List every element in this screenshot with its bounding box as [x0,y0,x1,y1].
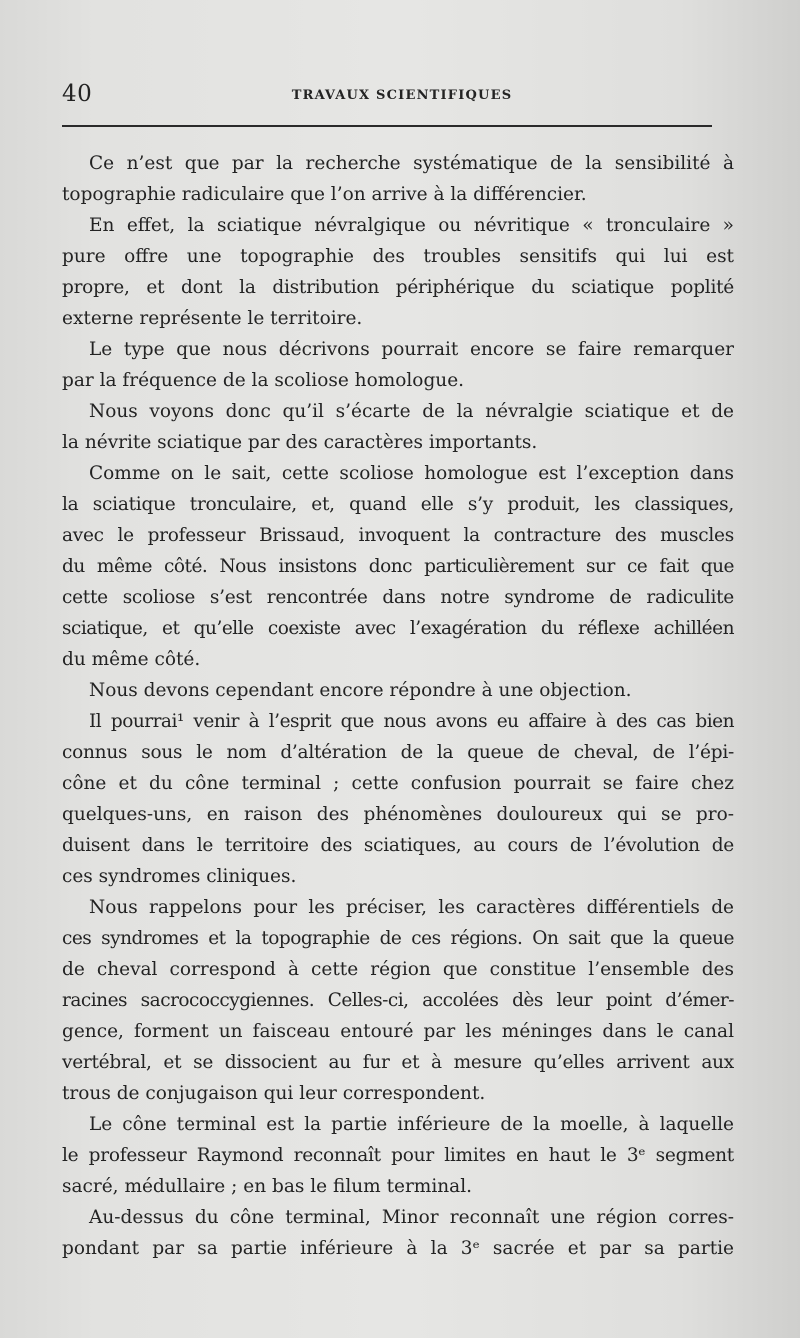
text-line: cette scoliose s’est rencontrée dans notre syndrome de radiculite [62,587,734,608]
page-header [62,78,710,112]
text-line: quelques-uns, en raison des phénomènes douloureux qui se pro- [62,804,734,825]
text-line: Il pourrai¹ venir à l’esprit que nous avons eu affaire à des cas bien [89,711,734,732]
text-line: racines sacrococcygiennes. Celles-ci, accolées dès leur point d’émer- [62,990,734,1011]
running-title: TRAVAUX SCIENTIFIQUES [291,88,513,103]
text-line: externe représente le territoire. [62,308,363,329]
text-line: de cheval correspond à cette région que constitue l’ensemble des [62,959,734,980]
text-line: Comme on le sait, cette scoliose homologue est l’exception dans [89,463,734,484]
text-line: la névrite sciatique par des caractères importants. [62,432,538,453]
text-line: du même côté. Nous insistons donc particulièrement sur ce fait que [62,556,734,577]
text-line: le professeur Raymond reconnaît pour limites en haut le 3ᵉ segment [62,1145,734,1166]
header-rule [62,125,712,127]
text-line: sciatique, et qu’elle coexiste avec l’exagération du réflexe achilléen [62,618,734,639]
text-line: propre, et dont la distribution périphérique du sciatique poplité [62,277,734,298]
text-line: ces syndromes cliniques. [62,866,297,887]
text-line: connus sous le nom d’altération de la queue de cheval, de l’épi- [62,742,734,763]
text-line: du même côté. [62,649,201,670]
text-line: duisent dans le territoire des sciatiques, au cours de l’évolution de [62,835,734,856]
text-line: Nous devons cependant encore répondre à une objection. [89,680,632,701]
text-line: En effet, la sciatique névralgique ou névritique « tronculaire » [89,215,734,236]
text-line: topographie radiculaire que l’on arrive à la différencier. [62,184,587,205]
text-line: Ce n’est que par la recherche systématique de la sensibilité à [89,153,734,174]
text-line: la sciatique tronculaire, et, quand elle s’y produit, les classiques, [62,494,734,515]
text-line: Nous voyons donc qu’il s’écarte de la névralgie sciatique et de [89,401,734,422]
text-line: pure offre une topographie des troubles sensitifs qui lui est [62,246,734,267]
text-line: Le cône terminal est la partie inférieure de la moelle, à laquelle [89,1114,734,1135]
page-number: 40 [62,81,93,107]
text-line: trous de conjugaison qui leur correspondent. [62,1083,486,1104]
text-line: par la fréquence de la scoliose homologue. [62,370,465,391]
text-line: pondant par sa partie inférieure à la 3ᵉ sacrée et par sa partie [62,1238,734,1259]
text-line: cône et du cône terminal ; cette confusion pourrait se faire chez [62,773,734,794]
text-line: Au-dessus du cône terminal, Minor reconnaît une région corres- [89,1207,734,1228]
text-line: ces syndromes et la topographie de ces régions. On sait que la queue [62,928,734,949]
text-line: Le type que nous décrivons pourrait encore se faire remarquer [89,339,734,360]
text-line: Nous rappelons pour les préciser, les caractères différentiels de [89,897,734,918]
text-line: avec le professeur Brissaud, invoquent la contracture des muscles [62,525,734,546]
text-line: gence, forment un faisceau entouré par les méninges dans le canal [62,1021,734,1042]
text-line: vertébral, et se dissocient au fur et à mesure qu’elles arrivent aux [62,1052,734,1073]
text-line: sacré, médullaire ; en bas le filum terminal. [62,1176,473,1197]
